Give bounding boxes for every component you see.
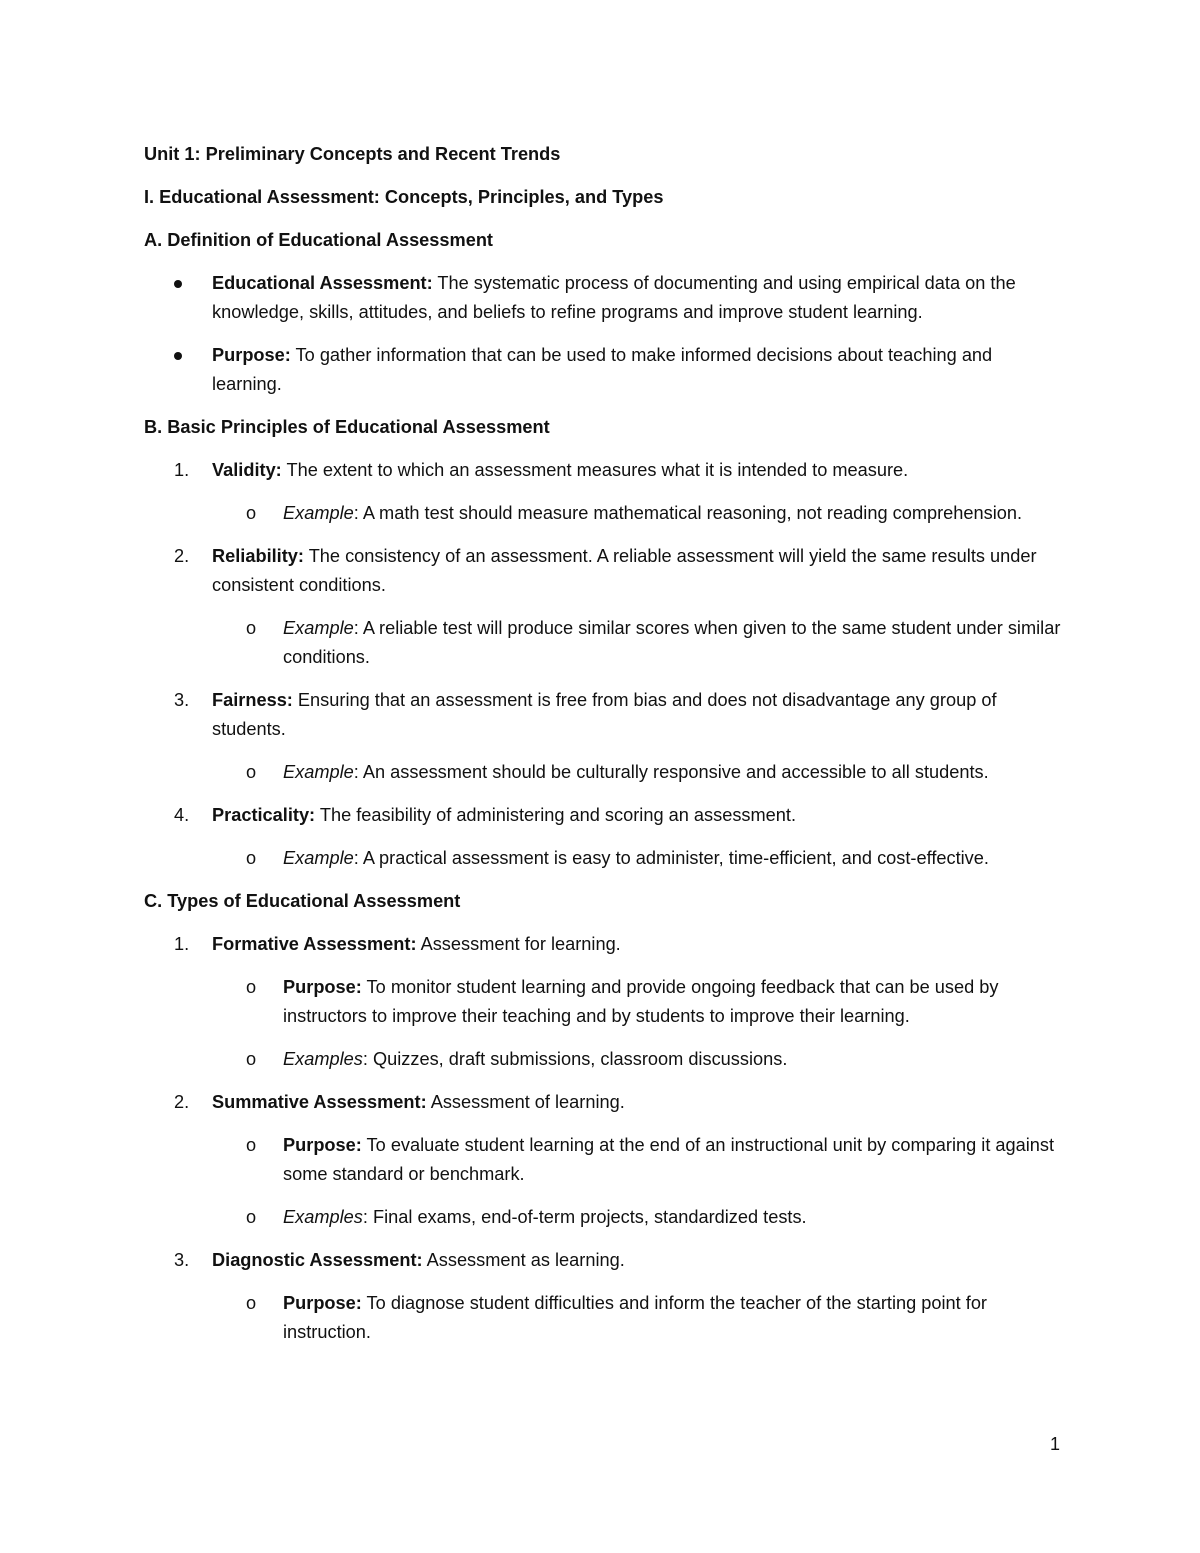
item-term: Diagnostic Assessment:	[212, 1250, 423, 1270]
unit-title: Unit 1: Preliminary Concepts and Recent Trends	[144, 144, 561, 164]
sub-item	[144, 1289, 1064, 1347]
sub-item-text: : A math test should measure mathematical reasoning, not reading comprehension.	[353, 503, 1023, 523]
sub-item	[144, 844, 1064, 873]
sub-item-term: Examples	[283, 1049, 363, 1069]
item-term: Fairness:	[212, 690, 293, 710]
sub-bullet-icon: o	[246, 1049, 257, 1069]
item-number: 3.	[174, 690, 190, 710]
sub-bullet-icon: o	[246, 1135, 257, 1155]
item-number: 2.	[174, 1092, 190, 1112]
sub-item-term: Example	[283, 503, 354, 523]
item-number: 3.	[174, 1250, 190, 1270]
bullet-term: Educational Assessment:	[212, 273, 433, 293]
numbered-item	[144, 686, 1064, 744]
item-number: 1.	[174, 460, 190, 480]
item-text: Ensuring that an assessment is free from bias and does not disadvantage any group of students.	[212, 690, 997, 739]
bullet-item	[144, 269, 1064, 327]
bullet-term: Purpose:	[212, 345, 291, 365]
item-text: Assessment of learning.	[426, 1092, 625, 1112]
item-text: The feasibility of administering and scoring an assessment.	[315, 805, 796, 825]
item-text: Assessment as learning.	[422, 1250, 625, 1270]
item-term: Practicality:	[212, 805, 316, 825]
sub-item-text: : An assessment should be culturally responsive and accessible to all students.	[353, 762, 989, 782]
item-term: Formative Assessment:	[212, 934, 417, 954]
page-number: 1	[1049, 1434, 1060, 1454]
item-number: 4.	[174, 805, 190, 825]
sub-item	[144, 973, 1064, 1031]
sub-item	[144, 758, 1064, 787]
sub-item	[144, 1131, 1064, 1189]
document-body	[144, 140, 1064, 1361]
section-b-heading: B. Basic Principles of Educational Assessment	[144, 417, 550, 437]
numbered-item	[144, 801, 1064, 830]
item-number: 1.	[174, 934, 190, 954]
sub-bullet-icon: o	[246, 762, 257, 782]
bullet-icon	[174, 352, 182, 360]
sub-bullet-icon: o	[246, 1207, 257, 1227]
sub-item-term: Example	[283, 618, 354, 638]
numbered-item	[144, 930, 1064, 959]
sub-bullet-icon: o	[246, 618, 257, 638]
item-term: Reliability:	[212, 546, 304, 566]
sub-item-text: : A practical assessment is easy to administer, time-efficient, and cost-effective.	[353, 848, 989, 868]
numbered-item	[144, 1088, 1064, 1117]
sub-item-term: Example	[283, 762, 354, 782]
numbered-item	[144, 1246, 1064, 1275]
sub-item	[144, 614, 1064, 672]
item-text: Assessment for learning.	[416, 934, 621, 954]
numbered-item	[144, 542, 1064, 600]
sub-item-term: Purpose:	[283, 1135, 362, 1155]
sub-item-text: To evaluate student learning at the end of an instructional unit by comparing it against some standard or benchmark.	[283, 1135, 1055, 1184]
item-number: 2.	[174, 546, 190, 566]
bullet-item	[144, 341, 1064, 399]
sub-item-text: : Final exams, end-of-term projects, standardized tests.	[362, 1207, 807, 1227]
sub-item-term: Examples	[283, 1207, 363, 1227]
section-a-heading: A. Definition of Educational Assessment	[144, 230, 493, 250]
sub-item-term: Example	[283, 848, 354, 868]
sub-item	[144, 499, 1064, 528]
sub-item-text: : A reliable test will produce similar scores when given to the same student under similar conditions.	[283, 618, 1061, 667]
item-term: Validity:	[212, 460, 282, 480]
item-term: Summative Assessment:	[212, 1092, 427, 1112]
sub-item-text: To diagnose student difficulties and inform the teacher of the starting point for instruction.	[283, 1293, 987, 1342]
sub-item	[144, 1203, 1064, 1232]
sub-item-text: : Quizzes, draft submissions, classroom discussions.	[362, 1049, 788, 1069]
sub-bullet-icon: o	[246, 977, 257, 997]
section-c-heading: C. Types of Educational Assessment	[144, 891, 461, 911]
bullet-icon	[174, 280, 182, 288]
bullet-text: The systematic process of documenting and using empirical data on the knowledge, skills, attitudes, and beliefs to refine programs and improve student learning.	[212, 273, 1016, 322]
sub-item	[144, 1045, 1064, 1074]
numbered-item	[144, 456, 1064, 485]
bullet-text: To gather information that can be used to make informed decisions about teaching and learning.	[212, 345, 993, 394]
sub-item-term: Purpose:	[283, 1293, 362, 1313]
sub-bullet-icon: o	[246, 848, 257, 868]
sub-item-text: To monitor student learning and provide ongoing feedback that can be used by instructors to improve their teaching and by students to improve their learning.	[283, 977, 999, 1026]
sub-bullet-icon: o	[246, 1293, 257, 1313]
sub-bullet-icon: o	[246, 503, 257, 523]
item-text: The consistency of an assessment. A reliable assessment will yield the same results under consistent conditions.	[212, 546, 1037, 595]
item-text: The extent to which an assessment measures what it is intended to measure.	[281, 460, 909, 480]
section-i-heading: I. Educational Assessment: Concepts, Principles, and Types	[144, 187, 664, 207]
sub-item-term: Purpose:	[283, 977, 362, 997]
